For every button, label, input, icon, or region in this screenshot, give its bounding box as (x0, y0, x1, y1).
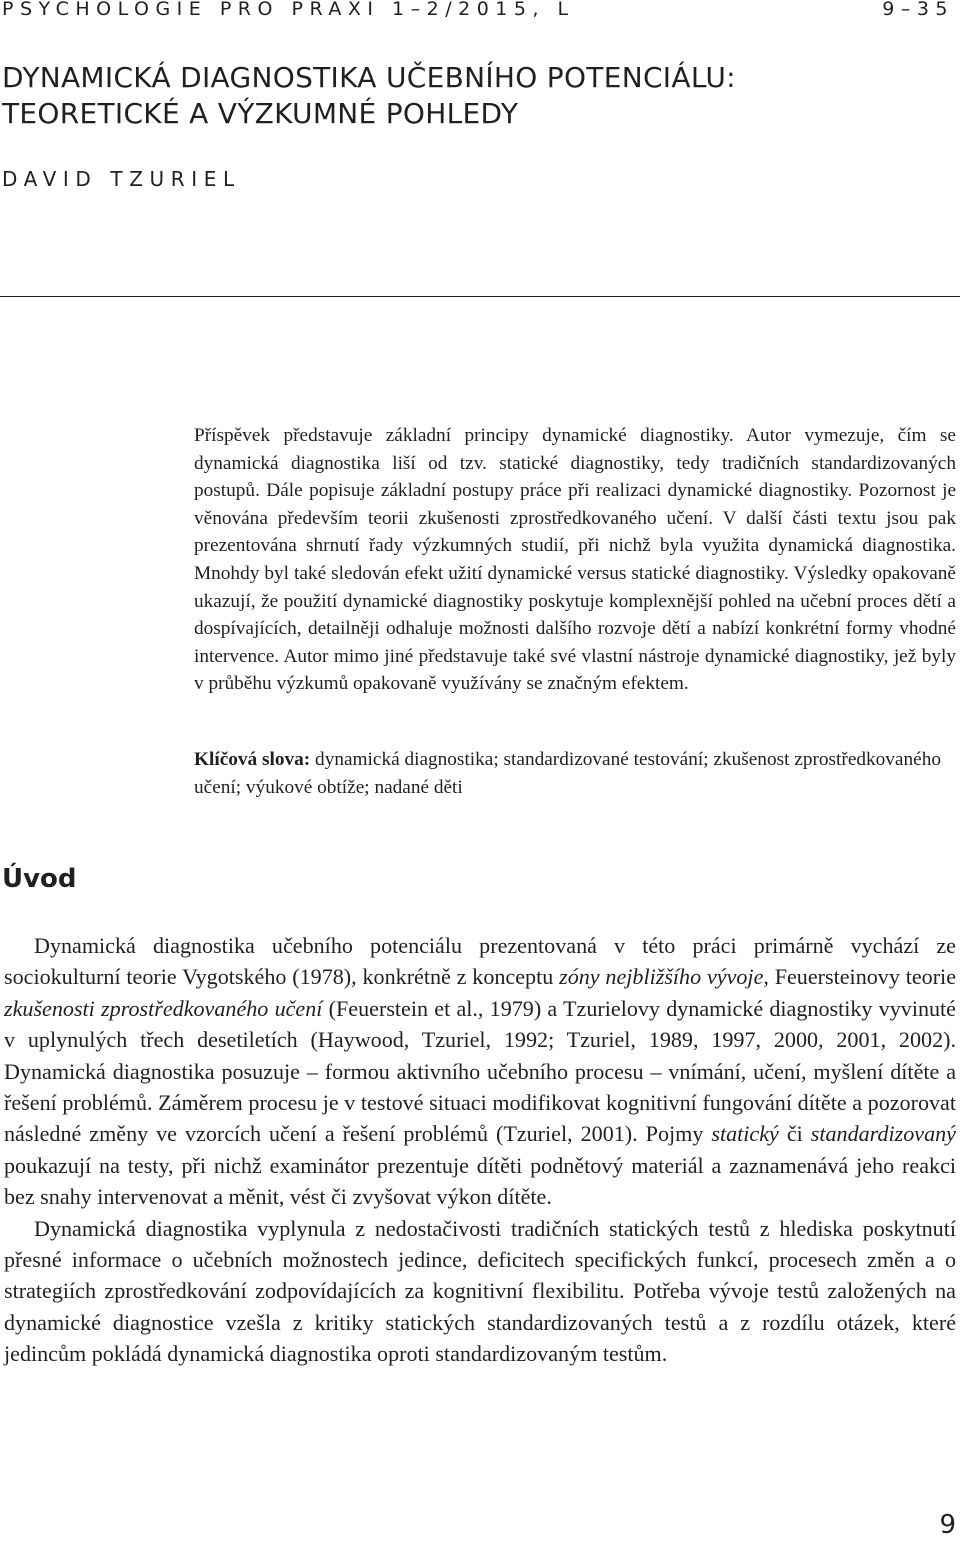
body-paragraph-2: Dynamická diagnostika vyplynula z nedostačivosti tradičních statických testů z hlediska poskytnutí přesné informace o učebních možnostech jedince, deficitech specifických funkcí, procesech změn a o strategiích zprostředkování zodpovídajících za kognitivní flexibilitu. Potřeba vývoje testů založených na dynamické diagnostice vzešla z kritiky statických standardizovaných testů a z rozdílu otázek, které jedincům pokládá dynamická diagnostika oproti standardizovaným testům. (4, 1215, 956, 1367)
article-author: DAVID TZURIEL (2, 167, 241, 191)
section-heading: Úvod (2, 864, 77, 894)
page-range: 9–35 (882, 0, 954, 20)
article-title (2, 60, 736, 132)
article-title-line-1: DYNAMICKÁ DIAGNOSTIKA UČEBNÍHO POTENCIÁLU: (2, 61, 736, 94)
abstract: Příspěvek představuje základní principy dynamické diagnostiky. Autor vymezuje, čím se dynamická diagnostika liší od tzv. statické diagnostiky, tedy tradičních standardizovaných postupů. Dále popisuje základní postupy práce při realizaci dynamické diagnostiky. Pozornost je věnována především teorii zkušenosti zprostředkovaného učení. V další části textu jsou pak prezentována shrnutí řady výzkumných studií, při nichž byla využita dynamická diagnostika. Mnohdy byl také sledován efekt užití dynamické versus statické diagnostiky. Výsledky opakovaně ukazují, že použití dynamické diagnostiky poskytuje komplexnější pohled na učební proces dětí a dospívajících, detailněji odhaluje možnosti dalšího rozvoje dětí a nabízí konkrétní formy vhodné intervence. Autor mimo jiné představuje také své vlastní nástroje dynamické diagnostiky, jež byly v průběhu výzkumů opakovaně využívány se značným efektem. (194, 425, 956, 695)
body-text (4, 930, 956, 1370)
journal-citation: PSYCHOLOGIE PRO PRAXI 1–2/2015, L (2, 0, 575, 20)
article-title-line-2: TEORETICKÉ A VÝZKUMNÉ POHLEDY (2, 97, 519, 130)
p1-term-static: statický (711, 1121, 779, 1147)
page-number: 9 (939, 1510, 956, 1540)
p1-term-zone: zóny nejbližšího vývoje (559, 964, 764, 990)
p1-term-mediated-learning: zkušenosti zprostředkovaného učení (4, 995, 323, 1021)
running-head (2, 0, 954, 21)
keywords-text: dynamická diagnostika; standardizované testování; zkušenost zprostředkovaného učení; výukové obtíže; nadané děti (194, 749, 941, 798)
keywords (194, 746, 956, 801)
p1-text-e: (Feuerstein et al., 1979) a Tzurielovy dynamické diagnostiky vyvinuté v uplynulých třech desetiletích (Haywood, Tzuriel, 1992; Tzuriel, 1989, 1997, 2000, 2001, 2002). Dynamická diagnostika posuzuje – formou aktivního učebního procesu – vnímání, učení, myšlení dítěte a řešení problémů. Záměrem procesu je v testové situaci modifikovat kognitivní fungování dítěte a pozorovat následné změny ve vzorcích učení a řešení problémů (Tzuriel, 2001). Pojmy (4, 995, 956, 1147)
header-divider (0, 296, 960, 297)
p1-term-standardized: standardizovaný (810, 1121, 956, 1147)
p1-text-c: , Feuersteinovy teorie (763, 964, 956, 990)
p1-text-a: Dynamická diagnostika učebního potenciálu prezentovaná v této práci primárně vychází ze sociokulturní teorie Vygotského (1978), konkrétně z konceptu (4, 933, 956, 990)
keywords-label: Klíčová slova: (194, 749, 311, 770)
p1-text-i: poukazují na testy, při nichž examinátor prezentuje dítěti podnětový materiál a zaznamenává jeho reakci bez snahy intervenovat a měnit, vést či zvyšovat výkon dítěte. (4, 1152, 956, 1210)
body-paragraph-1 (4, 930, 956, 1213)
p1-text-g: či (778, 1121, 811, 1147)
